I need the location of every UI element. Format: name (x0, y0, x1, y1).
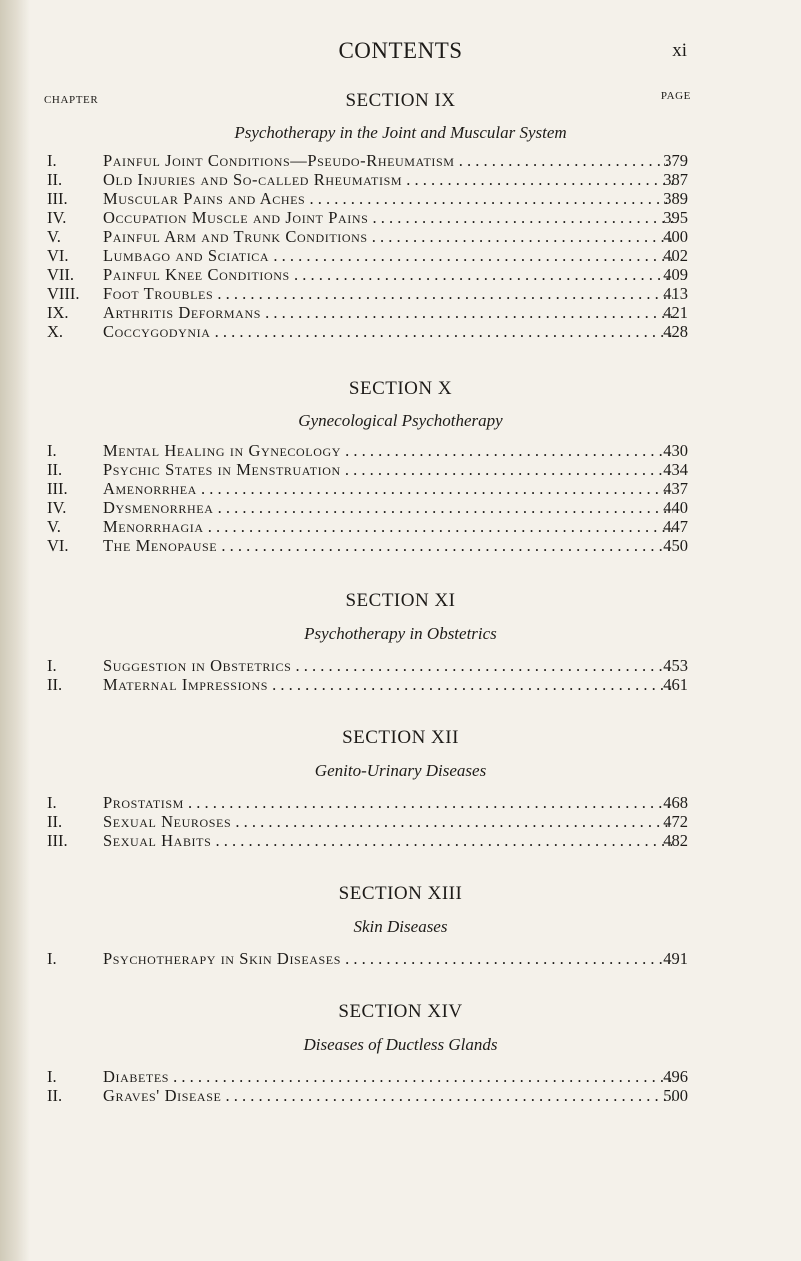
page-number: 437 (663, 479, 688, 498)
section-subtitle: Psychotherapy in Obstetrics (304, 624, 497, 643)
chapter-title: Arthritis Deformans . . (103, 303, 673, 322)
toc-entry[interactable] (0, 246, 801, 265)
toc-entry[interactable] (0, 284, 801, 303)
page-folio: xi (672, 40, 687, 61)
chapter-title: Occupation Muscle and Joint Pains . . (103, 208, 673, 227)
chapter-number: II. (47, 675, 63, 694)
toc-entry[interactable] (0, 189, 801, 208)
entry-list (0, 1067, 801, 1105)
chapter-number: II. (47, 170, 63, 189)
chapter-title: Maternal Impressions . . (103, 675, 673, 694)
page-number: 434 (663, 460, 688, 479)
chapter-title: Suggestion in Obstetrics . . (103, 656, 673, 675)
toc-entry[interactable] (0, 949, 801, 968)
chapter-title: Psychic States in Menstruation . . (103, 460, 673, 479)
page-number: 491 (663, 949, 688, 968)
page-number: 387 (663, 170, 688, 189)
chapter-title: Sexual Neuroses . . (103, 812, 673, 831)
toc-entry[interactable] (0, 322, 801, 341)
entry-list (0, 656, 801, 694)
chapter-number: IX. (47, 303, 69, 322)
page-title: CONTENTS (338, 38, 463, 63)
page-number: 496 (663, 1067, 688, 1086)
toc-entry[interactable] (0, 460, 801, 479)
entry-list (0, 151, 801, 341)
chapter-title: Coccygodynia . . (103, 322, 673, 341)
page-column-label: PAGE (660, 90, 691, 102)
chapter-number: VII. (47, 265, 75, 284)
page-number: 450 (663, 536, 688, 555)
chapter-number: V. (47, 227, 61, 246)
toc-entry[interactable] (0, 1086, 801, 1105)
toc-entry[interactable] (0, 151, 801, 170)
chapter-number: III. (47, 831, 68, 850)
chapter-number: II. (47, 460, 63, 479)
section-heading (0, 378, 801, 402)
chapter-number: I. (47, 151, 57, 170)
page-number: 413 (663, 284, 688, 303)
page-number: 389 (663, 189, 688, 208)
section-ix (0, 90, 801, 341)
page-number: 409 (663, 265, 688, 284)
section-subtitle: Gynecological Psychotherapy (298, 411, 503, 430)
toc-entry[interactable] (0, 517, 801, 536)
page-number: 472 (663, 812, 688, 831)
section-title: SECTION XI (345, 590, 456, 611)
chapter-number: III. (47, 479, 68, 498)
toc-entry[interactable] (0, 793, 801, 812)
page-number: 461 (663, 675, 688, 694)
entry-list (0, 441, 801, 555)
chapter-title: Diabetes . . (103, 1067, 673, 1086)
chapter-title: Dysmenorrhea . . (103, 498, 673, 517)
chapter-title: Muscular Pains and Aches . . (103, 189, 673, 208)
chapter-title: Menorrhagia . . (103, 517, 673, 536)
toc-entry[interactable] (0, 208, 801, 227)
toc-entry[interactable] (0, 265, 801, 284)
section-heading (0, 1001, 801, 1025)
page-number: 468 (663, 793, 688, 812)
running-head (0, 38, 801, 68)
chapter-column-label: CHAPTER (44, 94, 99, 106)
section-subtitle: Diseases of Ductless Glands (303, 1035, 498, 1054)
toc-entry[interactable] (0, 479, 801, 498)
chapter-number: I. (47, 949, 57, 968)
section-title: SECTION XIII (338, 883, 463, 904)
toc-entry[interactable] (0, 303, 801, 322)
section-title: SECTION XIV (338, 1001, 463, 1022)
section-heading (0, 727, 801, 751)
page-number: 482 (663, 831, 688, 850)
chapter-title: Amenorrhea . . (103, 479, 673, 498)
chapter-number: VIII. (47, 284, 80, 303)
toc-entry[interactable] (0, 812, 801, 831)
page-number: 400 (663, 227, 688, 246)
page-number: 379 (663, 151, 688, 170)
toc-entry[interactable] (0, 536, 801, 555)
toc-entry[interactable] (0, 498, 801, 517)
section-heading (0, 883, 801, 907)
section-heading (0, 90, 801, 114)
chapter-number: I. (47, 441, 57, 460)
toc-entry[interactable] (0, 675, 801, 694)
chapter-title: Foot Troubles . . (103, 284, 673, 303)
toc-entry[interactable] (0, 1067, 801, 1086)
toc-entry[interactable] (0, 227, 801, 246)
section-title: SECTION X (348, 378, 453, 399)
section-subtitle: Genito-Urinary Diseases (314, 761, 487, 780)
page-number: 447 (663, 517, 688, 536)
chapter-number: I. (47, 656, 57, 675)
chapter-number: III. (47, 189, 68, 208)
chapter-title: Painful Arm and Trunk Conditions . . (103, 227, 673, 246)
section-x (0, 378, 801, 555)
chapter-title: Sexual Habits . . (103, 831, 673, 850)
page-number: 402 (663, 246, 688, 265)
chapter-title: Lumbago and Sciatica . . (103, 246, 673, 265)
chapter-number: VI. (47, 536, 69, 555)
chapter-number: I. (47, 793, 57, 812)
section-title: SECTION IX (345, 90, 456, 111)
chapter-title: Painful Knee Conditions . . (103, 265, 673, 284)
page-number: 421 (663, 303, 688, 322)
section-subtitle: Psychotherapy in the Joint and Muscular System (234, 123, 567, 142)
chapter-number: VI. (47, 246, 69, 265)
page-number: 430 (663, 441, 688, 460)
toc-entry[interactable] (0, 656, 801, 675)
section-title: SECTION XII (342, 727, 459, 748)
section-subtitle: Skin Diseases (353, 917, 448, 936)
chapter-title: Painful Joint Conditions—Pseudo-Rheumatism . . (103, 151, 673, 170)
section-xi (0, 590, 801, 694)
chapter-title: Prostatism . . (103, 793, 673, 812)
toc-entry[interactable] (0, 170, 801, 189)
chapter-title: The Menopause . . (103, 536, 673, 555)
page-number: 428 (663, 322, 688, 341)
chapter-number: IV. (47, 498, 67, 517)
toc-entry[interactable] (0, 441, 801, 460)
chapter-number: X. (47, 322, 64, 341)
section-xiv (0, 1001, 801, 1105)
entry-list (0, 793, 801, 850)
chapter-number: V. (47, 517, 61, 536)
chapter-title: Psychotherapy in Skin Diseases . . (103, 949, 673, 968)
chapter-number: II. (47, 812, 63, 831)
toc-entry[interactable] (0, 831, 801, 850)
section-heading (0, 590, 801, 614)
chapter-title: Mental Healing in Gynecology . . (103, 441, 673, 460)
chapter-title: Graves' Disease . . (103, 1086, 673, 1105)
page-number: 500 (663, 1086, 688, 1105)
chapter-number: I. (47, 1067, 57, 1086)
page-number: 395 (663, 208, 688, 227)
page-number: 453 (663, 656, 688, 675)
section-xiii (0, 883, 801, 968)
page-number: 440 (663, 498, 688, 517)
chapter-number: IV. (47, 208, 67, 227)
entry-list (0, 949, 801, 968)
chapter-title: Old Injuries and So-called Rheumatism . . (103, 170, 673, 189)
section-xii (0, 727, 801, 850)
chapter-number: II. (47, 1086, 63, 1105)
